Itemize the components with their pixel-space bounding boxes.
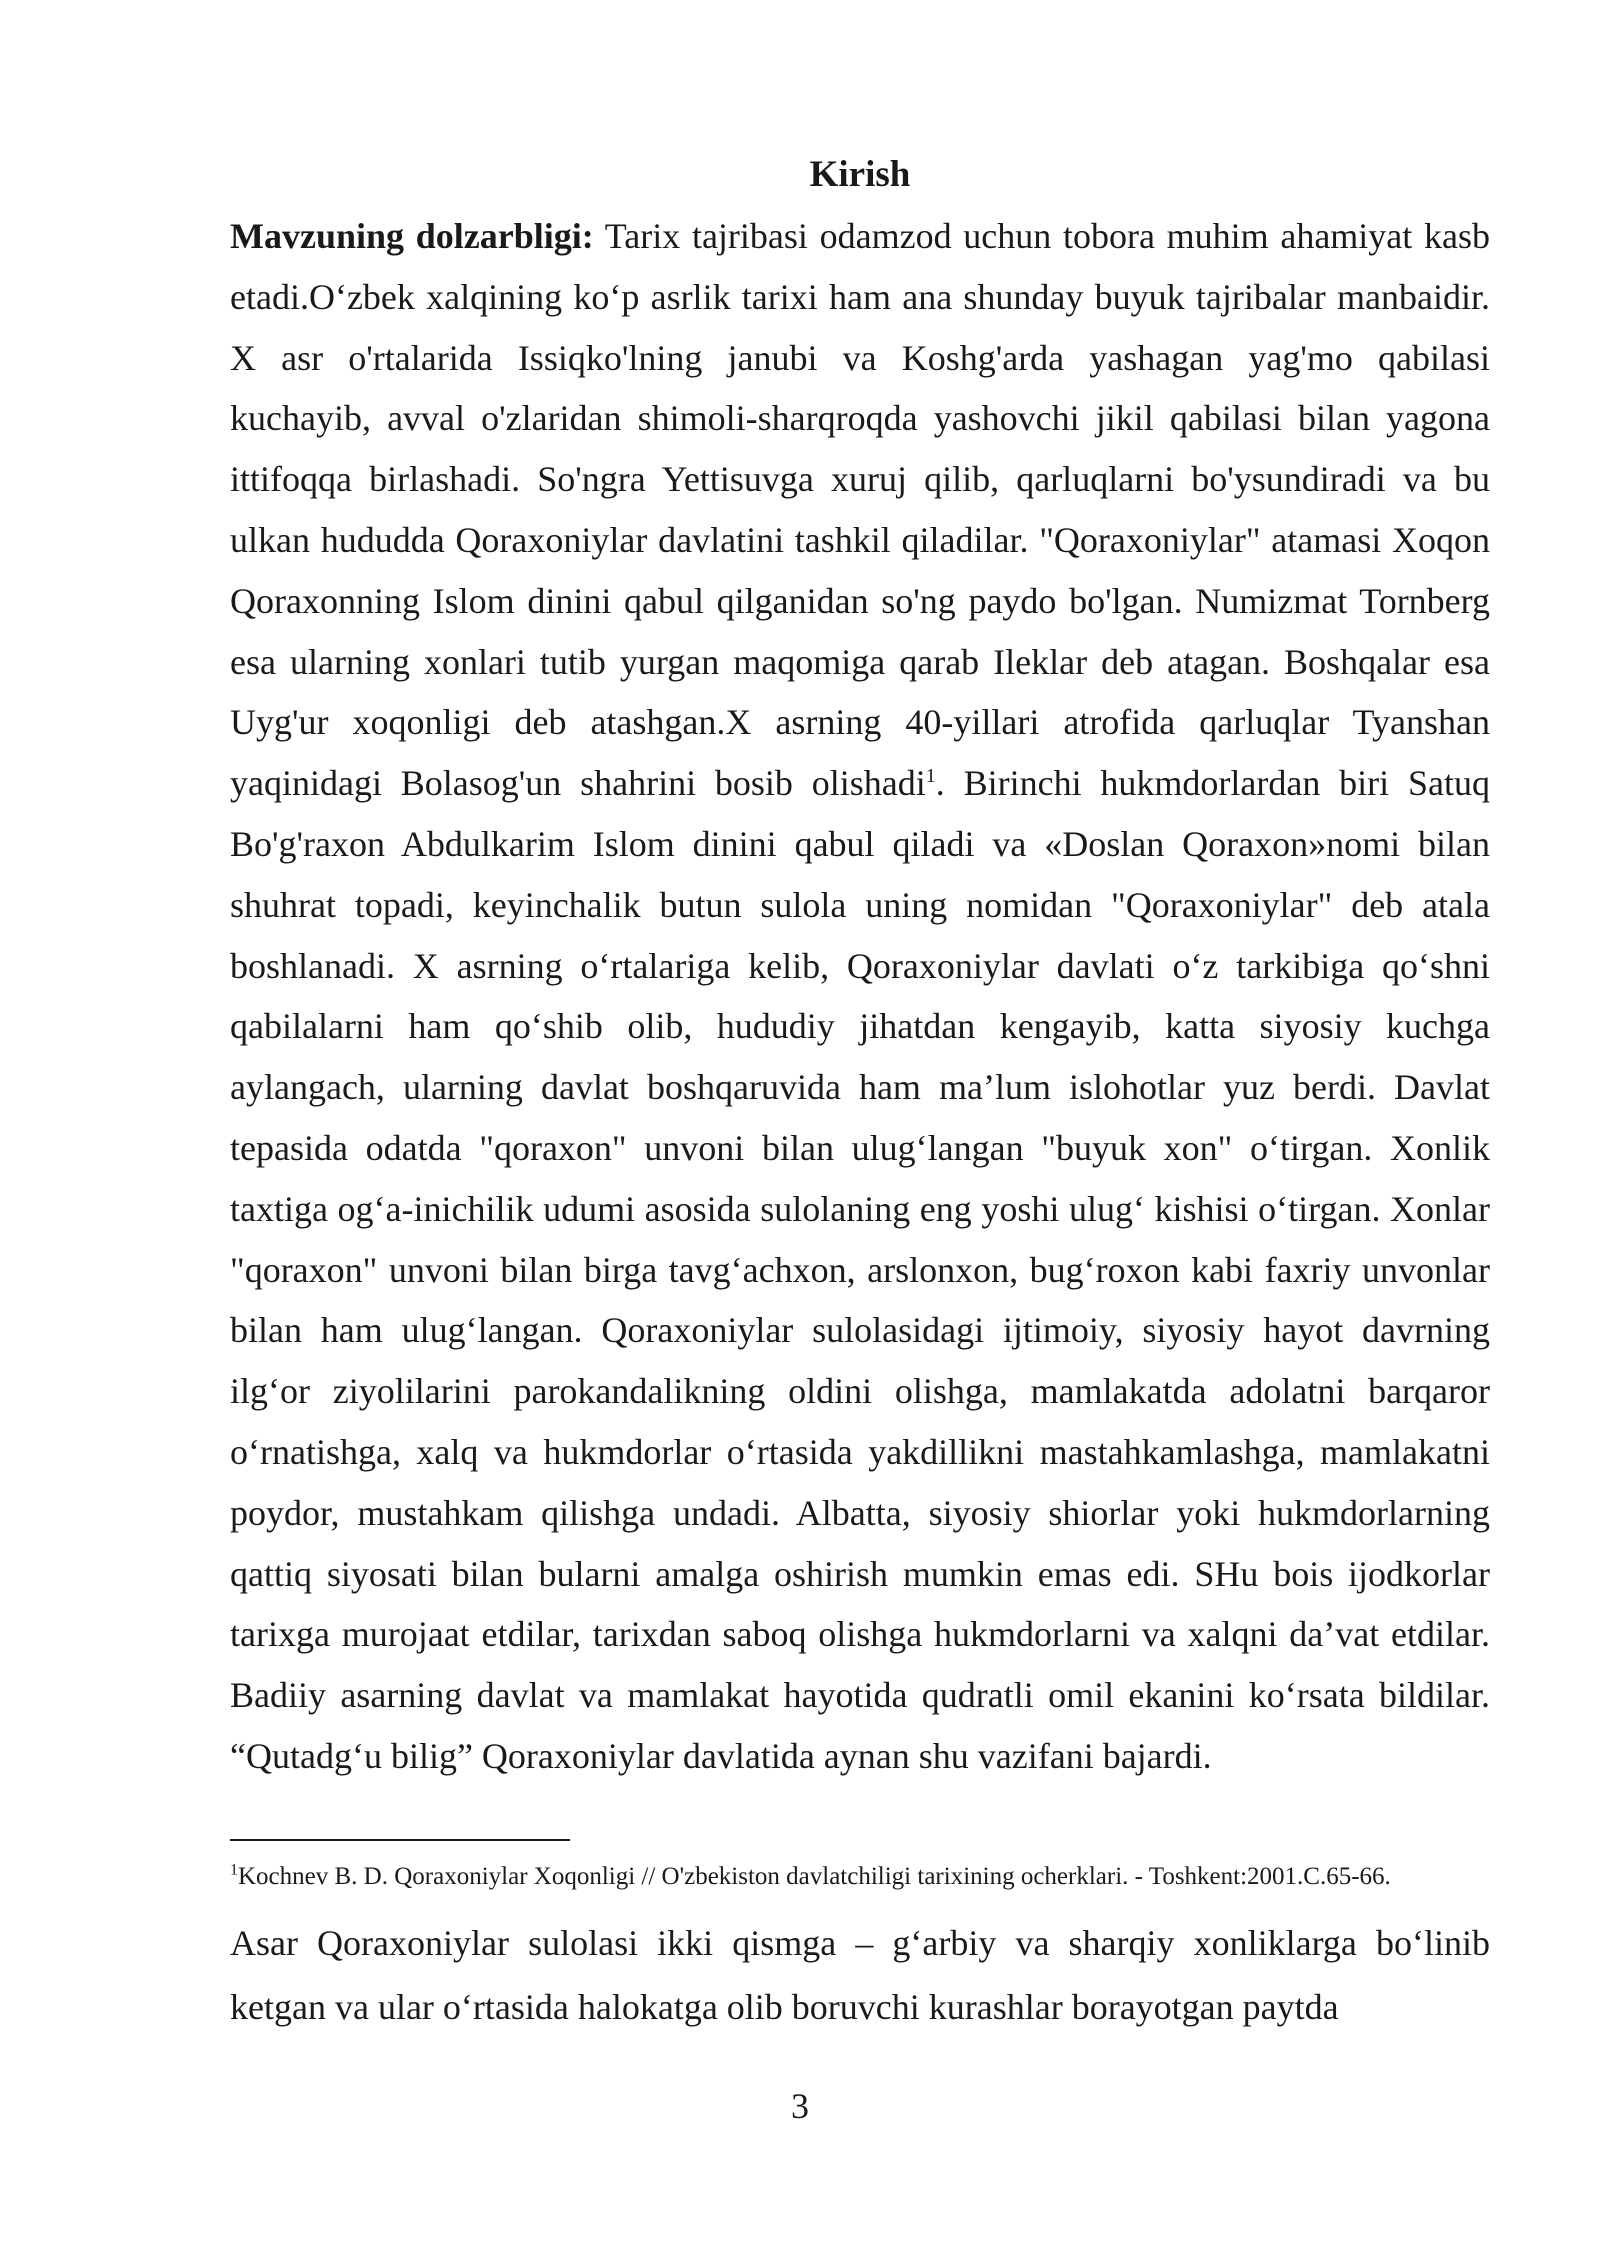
section-heading: Kirish (809, 154, 911, 195)
page-number: 3 (791, 2086, 809, 2126)
paragraph-lead: Mavzuning dolzarbligi: (230, 216, 594, 256)
footnote-marker: 1 (230, 1861, 238, 1879)
footnote-text: Kochnev B. D. Qoraxoniylar Xoqonligi // O'zbekiston davlatchiligi tarixining ocherklari. - Toshkent:2001.C.65-66. (238, 1862, 1391, 1890)
footnote-separator (230, 1839, 570, 1841)
intro-paragraph (230, 206, 1490, 1787)
document-page (230, 150, 1490, 2039)
footnote (230, 1859, 1490, 1895)
paragraph-text-part1: Tarix tajribasi odamzod uchun tobora muhim ahamiyat kasb etadi.O‘zbek xalqining ko‘p asrlik tarixi ham ana shunday buyuk tajribalar manbaidir. X asr o'rtalarida Issiqko'lning janubi va Koshg'arda yashagan yag'mo qabilasi kuchayib, avval o'zlaridan shimoli-sharqroqda yashovchi jikil qabilasi bilan yagona ittifoqqa birlashadi. So'ngra Yettisuvga xuruj qilib, qarluqlarni bo'ysundiradi va bu ulkan hududda Qoraxoniylar davlatini tashkil qiladilar. "Qoraxoniylar" atamasi Xoqon Qoraxonning Islom dinini qabul qilganidan so'ng paydo bo'lgan. Numizmat Tornberg esa ularning xonlari tutib yurgan maqomiga qarab Ileklar deb atagan. Boshqalar esa Uyg'ur xoqonligi deb atashgan.X asrning 40-yillari atrofida qarluqlar Tyanshan yaqinidagi Bolasog'un shahrini bosib olishadi (230, 216, 1490, 804)
continuation-paragraph: Asar Qoraxoniylar sulolasi ikki qismga – g‘arbiy va sharqiy xonliklarga bo‘linib ketgan va ular o‘rtasida halokatga olib boruvchi kurashlar borayotgan paytda (230, 1922, 1490, 2027)
footnote-reference[interactable]: 1 (925, 765, 936, 788)
paragraph-text-part2: . Birinchi hukmdorlardan biri Satuq Bo'g'raxon Abdulkarim Islom dinini qabul qiladi va «Doslan Qoraxon»nomi bilan shuhrat topadi, keyinchalik butun sulola uning nomidan "Qoraxoniylar" deb atala boshlanadi. X asrning o‘rtalariga kelib, Qoraxoniylar davlati o‘z tarkibiga qo‘shni qabilalarni ham qo‘shib olib, hududiy jihatdan kengayib, katta siyosiy kuchga aylangach, ularning davlat boshqaruvida ham ma’lum islohotlar yuz berdi. Davlat tepasida odatda "qoraxon" unvoni bilan ulug‘langan "buyuk xon" o‘tirgan. Xonlik taxtiga og‘a-inichilik udumi asosida sulolaning eng yoshi ulug‘ kishisi o‘tirgan. Xonlar "qoraxon" unvoni bilan birga tavg‘achxon, arslonxon, bug‘roxon kabi faxriy unvonlar bilan ham ulug‘langan. Qoraxoniylar sulolasidagi ijtimoiy, siyosiy hayot davrning ilg‘or ziyolilarini parokandalikning oldini olishga, mamlakatda adolatni barqaror o‘rnatishga, xalq va hukmdorlar o‘rtasida yakdillikni mastahkamlashga, mamlakatni poydor, mustahkam qilishga undadi. Albatta, siyosiy shiorlar yoki hukmdorlarning qattiq siyosati bilan bularni amalga oshirish mumkin emas edi. SHu bois ijodkorlar tarixga murojaat etdilar, tarixdan saboq olishga hukmdorlarni va xalqni da’vat etdilar. Badiiy asarning davlat va mamlakat hayotida qudratli omil ekanini ko‘rsata bildilar. “Qutadg‘u bilig” Qoraxoniylar davlatida aynan shu vazifani bajardi. (230, 763, 1491, 1776)
